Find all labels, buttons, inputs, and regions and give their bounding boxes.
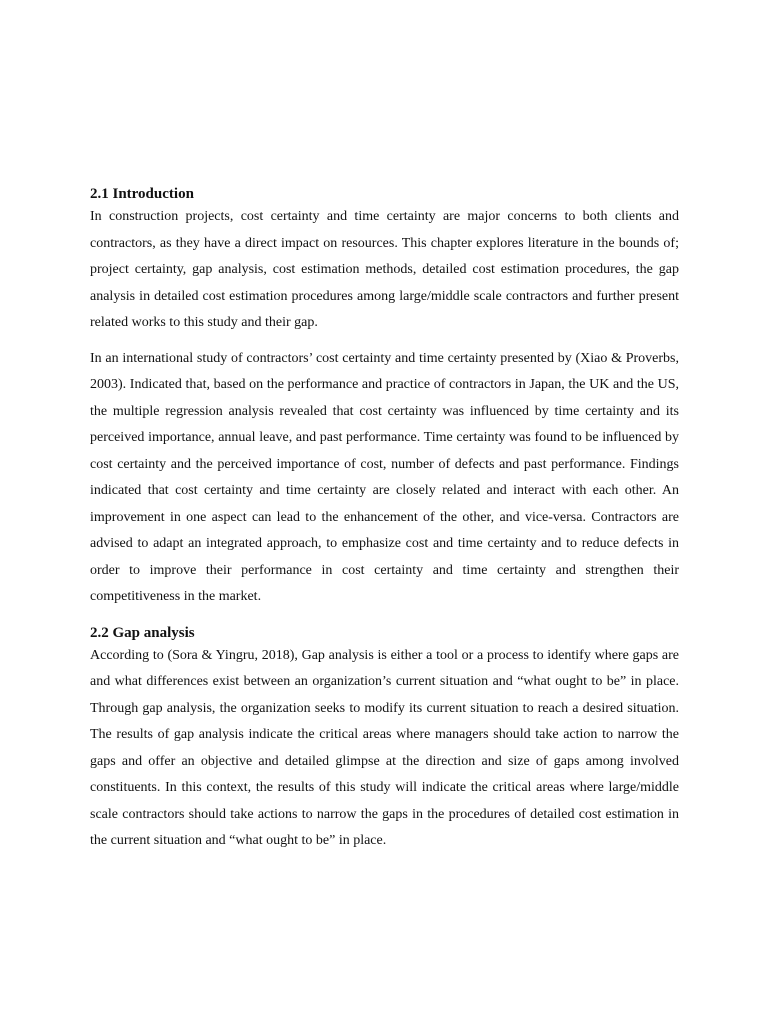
section-gap-analysis bbox=[90, 623, 679, 855]
paragraph: In an international study of contractors’ cost certainty and time certainty presented by (Xiao & Proverbs, 2003). Indicated that, based on the performance and practice of contractors in Japan, the UK and the US, the multiple regression analysis revealed that cost certainty was influenced by time certainty and its perceived importance, annual leave, and past performance. Time certainty was found to be influenced by cost certainty and the perceived importance of cost, number of defects and past performance. Findings indicated that cost certainty and time certainty are closely related and interact with each other. An improvement in one aspect can lead to the enhancement of the other, and vice-versa. Contractors are advised to adapt an integrated approach, to emphasize cost and time certainty and to reduce defects in order to improve their performance in cost certainty and time certainty and strengthen their competitiveness in the market. bbox=[90, 350, 679, 604]
section-introduction bbox=[90, 184, 679, 611]
paragraph: In construction projects, cost certainty and time certainty are major concerns to both clients and contractors, as they have a direct impact on resources. This chapter explores literature in the bounds of; project certainty, gap analysis, cost estimation methods, detailed cost estimation procedures, the gap analysis in detailed cost estimation procedures among large/middle scale contractors and further present related works to this study and their gap. bbox=[90, 209, 679, 330]
section-heading: 2.1 Introduction bbox=[90, 186, 194, 202]
section-heading: 2.2 Gap analysis bbox=[90, 624, 195, 641]
document-body bbox=[90, 184, 679, 855]
paragraph: According to (Sora & Yingru, 2018), Gap analysis is either a tool or a process to identify where gaps are and what differences exist between an organization’s current situation and “what ought to be” in place. Through gap analysis, the organization seeks to modify its current situation to reach a desired situation. The results of gap analysis indicate the critical areas where managers should take action to narrow the gaps and offer an objective and detailed glimpse at the direction and size of gaps among involved constituents. In this context, the results of this study will indicate the critical areas where large/middle scale contractors should take actions to narrow the gaps in the procedures of detailed cost estimation in the current situation and “what ought to be” in place. bbox=[90, 647, 679, 848]
